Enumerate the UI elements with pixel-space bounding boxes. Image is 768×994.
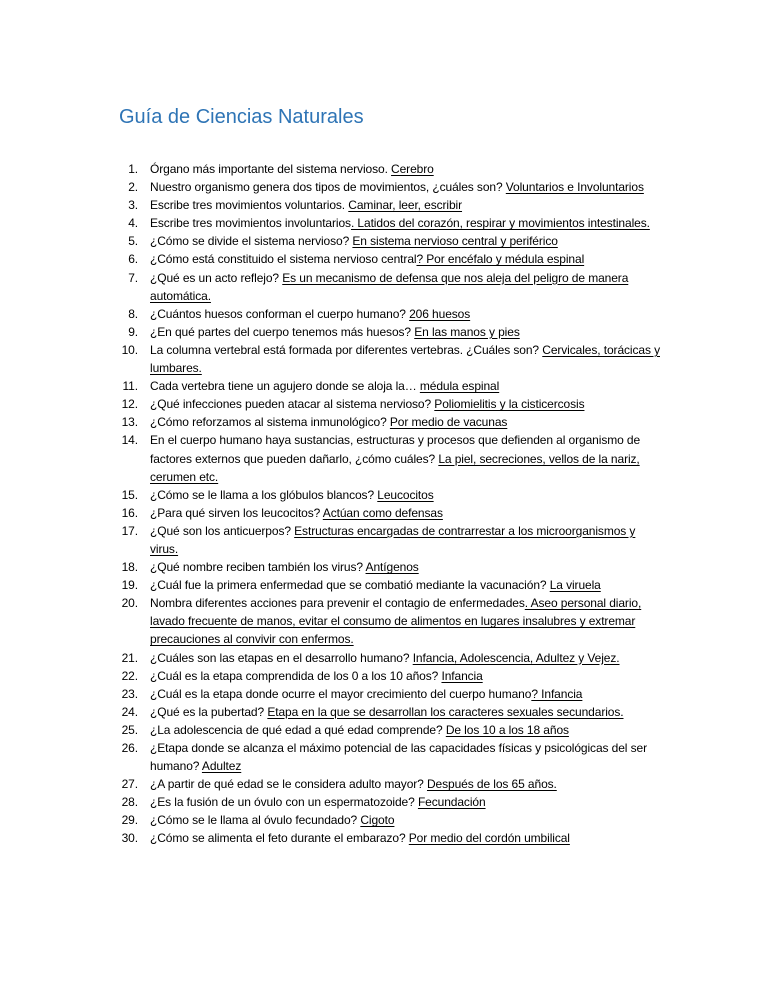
question-text: ¿Etapa donde se alcanza el máximo potencial de las capacidades físicas y psicológicas del ser humano? xyxy=(150,741,647,774)
answer-text: Infancia xyxy=(441,668,483,683)
question-item xyxy=(120,594,660,648)
answer-text: Caminar, leer, escribir xyxy=(348,198,463,213)
question-number: 7. xyxy=(128,270,138,285)
question-item xyxy=(120,522,660,558)
question-item xyxy=(120,377,660,395)
question-number: 25. xyxy=(121,722,138,737)
question-text: ¿Qué es la pubertad? xyxy=(150,704,268,719)
answer-text: Adultez xyxy=(201,759,242,774)
question-text: Cada vertebra tiene un agujero donde se aloja la… xyxy=(150,379,420,394)
question-number: 13. xyxy=(121,415,138,430)
question-number: 2. xyxy=(128,180,138,195)
question-item xyxy=(120,576,660,594)
question-number: 17. xyxy=(121,523,138,538)
question-item xyxy=(120,667,660,685)
answer-text: . Aseo personal diario, lavado frecuente de manos, evitar el consumo de alimentos en lugares insalubres y extremar precauciones al convivir con enfermos. xyxy=(150,596,642,647)
answer-text: Poliomielitis y la cisticercosis xyxy=(434,397,585,412)
question-item xyxy=(120,178,660,196)
question-item xyxy=(120,811,660,829)
question-item xyxy=(120,558,660,576)
answer-text: De los 10 a los 18 años xyxy=(445,722,569,737)
question-number: 15. xyxy=(121,487,138,502)
question-number: 20. xyxy=(121,596,138,611)
question-text: ¿A partir de qué edad se le considera adulto mayor? xyxy=(150,777,427,792)
question-number: 5. xyxy=(128,234,138,249)
answer-text: Cigoto xyxy=(360,813,395,828)
answer-text: La piel, secreciones, vellos de la nariz, cerumen etc. xyxy=(150,451,640,484)
question-number: 14. xyxy=(121,433,138,448)
document-title: Guía de Ciencias Naturales xyxy=(119,106,364,128)
question-number: 6. xyxy=(128,252,138,267)
question-number: 10. xyxy=(121,342,138,357)
question-number: 3. xyxy=(128,198,138,213)
question-text: ¿Qué son los anticuerpos? xyxy=(150,523,295,538)
question-number: 16. xyxy=(121,505,138,520)
question-text: ¿Cómo se le llama a los glóbulos blancos? xyxy=(150,487,378,502)
question-text: ¿La adolescencia de qué edad a qué edad comprende? xyxy=(150,722,446,737)
question-text: Escribe tres movimientos voluntarios. xyxy=(150,198,349,213)
question-text: Escribe tres movimientos involuntarios xyxy=(150,216,351,231)
question-number: 30. xyxy=(121,831,138,846)
question-number: 23. xyxy=(121,686,138,701)
question-text: Nombra diferentes acciones para prevenir el contagio de enfermedades xyxy=(150,596,525,611)
answer-text: En sistema nervioso central y periférico xyxy=(352,234,558,249)
question-list xyxy=(120,160,660,848)
question-text: Órgano más importante del sistema nervioso. xyxy=(150,162,392,176)
question-text: ¿Es la fusión de un óvulo con un espermatozoide? xyxy=(150,795,418,810)
answer-text: Cerebro xyxy=(391,162,434,176)
question-number: 19. xyxy=(121,578,138,593)
answer-text: Antígenos xyxy=(365,560,419,575)
answer-text: Cervicales, torácicas y lumbares. xyxy=(150,342,660,376)
question-text: Nuestro organismo genera dos tipos de movimientos, ¿cuáles son? xyxy=(150,180,506,195)
question-item xyxy=(120,703,660,721)
question-text: ¿Cuántos huesos conforman el cuerpo humano? xyxy=(150,306,410,321)
question-number: 21. xyxy=(121,650,138,665)
question-item xyxy=(120,395,660,413)
question-text: ¿Cómo reforzamos al sistema inmunológico? xyxy=(150,415,390,430)
question-number: 4. xyxy=(128,216,138,231)
question-text: ¿Para qué sirven los leucocitos? xyxy=(150,505,323,520)
question-item xyxy=(120,196,660,214)
question-number: 11. xyxy=(122,379,138,394)
answer-text: Fecundación xyxy=(417,795,486,810)
question-item xyxy=(120,232,660,250)
question-text: ¿En qué partes del cuerpo tenemos más huesos? xyxy=(150,324,415,339)
question-item xyxy=(120,793,660,811)
question-item xyxy=(120,775,660,793)
question-item xyxy=(120,504,660,522)
answer-text: La viruela xyxy=(549,578,601,593)
question-item xyxy=(120,250,660,268)
answer-text: Infancia, Adolescencia, Adultez y Vejez. xyxy=(412,650,620,665)
question-item xyxy=(120,341,660,377)
question-text: ¿Cuáles son las etapas en el desarrollo humano? xyxy=(150,650,413,665)
question-number: 18. xyxy=(121,560,138,575)
question-item xyxy=(120,649,660,667)
answer-text: Leucocitos xyxy=(377,487,434,502)
question-item xyxy=(120,486,660,504)
question-text: ¿Cómo está constituido el sistema nervioso central xyxy=(150,252,417,267)
question-text: ¿Cuál es la etapa donde ocurre el mayor crecimiento del cuerpo humano xyxy=(150,686,532,701)
question-text: ¿Cómo se divide el sistema nervioso? xyxy=(150,234,353,249)
question-item xyxy=(120,323,660,341)
question-text: ¿Cómo se le llama al óvulo fecundado? xyxy=(150,813,361,828)
question-text: ¿Cuál es la etapa comprendida de los 0 a los 10 años? xyxy=(150,668,442,683)
answer-text: médula espinal xyxy=(419,379,500,394)
question-text: ¿Qué nombre reciben también los virus? xyxy=(150,560,366,575)
question-number: 26. xyxy=(121,741,138,755)
question-number: 29. xyxy=(121,813,138,828)
question-item xyxy=(120,214,660,232)
question-item xyxy=(120,721,660,739)
answer-text: Por medio del cordón umbilical xyxy=(408,831,570,846)
question-number: 1. xyxy=(128,162,138,176)
answer-text: ? Por encéfalo y médula espinal xyxy=(416,252,585,267)
answer-text: ? Infancia xyxy=(531,686,583,701)
question-text: ¿Cómo se alimenta el feto durante el embarazo? xyxy=(150,831,409,846)
question-item xyxy=(120,739,660,775)
question-text: ¿Qué infecciones pueden atacar al sistema nervioso? xyxy=(150,397,435,412)
question-number: 8. xyxy=(128,306,138,321)
question-item xyxy=(120,685,660,703)
question-item xyxy=(120,431,660,485)
question-number: 24. xyxy=(121,704,138,719)
answer-text: Por medio de vacunas xyxy=(389,415,508,430)
question-number: 9. xyxy=(128,324,138,339)
question-text: ¿Qué es un acto reflejo? xyxy=(150,270,283,285)
answer-text: Estructuras encargadas de contrarrestar a los microorganismos y virus. xyxy=(150,523,636,556)
question-number: 28. xyxy=(121,795,138,810)
answer-text: En las manos y pies xyxy=(414,324,520,339)
question-item xyxy=(120,305,660,323)
question-item xyxy=(120,269,660,305)
answer-text: 206 huesos xyxy=(409,306,471,321)
question-number: 27. xyxy=(121,777,138,792)
question-item xyxy=(120,413,660,431)
answer-text: Etapa en la que se desarrollan los caracteres sexuales secundarios. xyxy=(267,704,624,719)
question-text: ¿Cuál fue la primera enfermedad que se combatió mediante la vacunación? xyxy=(150,578,550,593)
answer-text: Es un mecanismo de defensa que nos aleja del peligro de manera automática. xyxy=(150,270,629,303)
question-item xyxy=(120,160,660,178)
answer-text: Actúan como defensas xyxy=(322,505,443,520)
answer-text: Voluntarios e Involuntarios xyxy=(505,180,644,195)
question-number: 12. xyxy=(121,397,138,412)
answer-text: . Latidos del corazón, respirar y movimientos intestinales. xyxy=(350,216,650,231)
question-text: La columna vertebral está formada por diferentes vertebras. ¿Cuáles son? xyxy=(150,342,543,357)
answer-text: Después de los 65 años. xyxy=(426,777,557,792)
question-text: En el cuerpo humano haya sustancias, estructuras y procesos que defienden al organismo de factores externos que pueden dañarlo, ¿cómo cuáles? xyxy=(150,433,641,466)
question-number: 22. xyxy=(121,668,138,683)
question-item xyxy=(120,829,660,847)
